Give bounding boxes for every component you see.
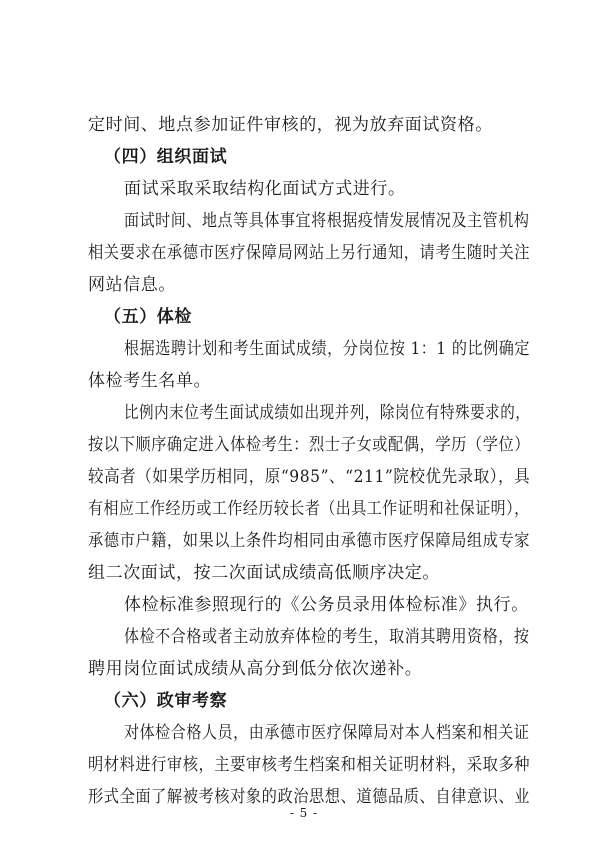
text-line: 网站信息。 — [88, 275, 176, 295]
text-line: 组二次面试，按二次面试成绩高低顺序决定。 — [88, 563, 440, 583]
text-line: 体检考生名单。 — [88, 371, 212, 391]
text-line: 聘用岗位面试成绩从高分到低分依次递补。 — [88, 659, 423, 679]
text-line: 形式全面了解被考核对象的政治思想、道德品质、自律意识、业 — [88, 787, 531, 807]
text-line: 根据选聘计划和考生面试成绩，分岗位按 1：1 的比例确定 — [124, 339, 531, 359]
text-line: 定时间、地点参加证件审核的，视为放弃面试资格。 — [88, 115, 493, 135]
text-line: 体检标准参照现行的《公务员录用体检标准》执行。 — [124, 595, 529, 615]
text-line: 体检不合格或者主动放弃体检的考生，取消其聘用资格，按 — [124, 627, 530, 647]
section-heading-interview: （四）组织面试 — [104, 147, 228, 167]
text-line: 面试时间、地点等具体事宜将根据疫情发展情况及主管机构 — [124, 211, 530, 231]
text-line: 按以下顺序确定进入体检考生：烈士子女或配偶，学历（学位） — [88, 435, 531, 455]
text-line: 面试采取采取结构化面试方式进行。 — [124, 179, 406, 199]
text-line: 有相应工作经历或工作经历较长者（出具工作证明和社保证明）， — [88, 499, 530, 519]
section-heading-physical-exam: （五）体检 — [104, 307, 192, 327]
text-line: 比例内末位考生面试成绩如出现并列，除岗位有特殊要求的， — [124, 403, 531, 423]
text-line: 对体检合格人员，由承德市医疗保障局对本人档案和相关证 — [124, 723, 530, 743]
text-line: 承德市户籍，如果以上条件均相同由承德市医疗保障局组成专家 — [88, 531, 531, 551]
text-line: 较高者（如果学历相同，原“985”、“211”院校优先录取），具 — [88, 467, 531, 487]
text-line: 明材料进行审核，主要审核考生档案和相关证明材料，采取多种 — [88, 755, 531, 775]
page-number: - 5 - — [289, 806, 319, 820]
text-line: 相关要求在承德市医疗保障局网站上另行通知，请考生随时关注 — [88, 243, 531, 263]
section-heading-political-review: （六）政审考察 — [104, 691, 228, 711]
